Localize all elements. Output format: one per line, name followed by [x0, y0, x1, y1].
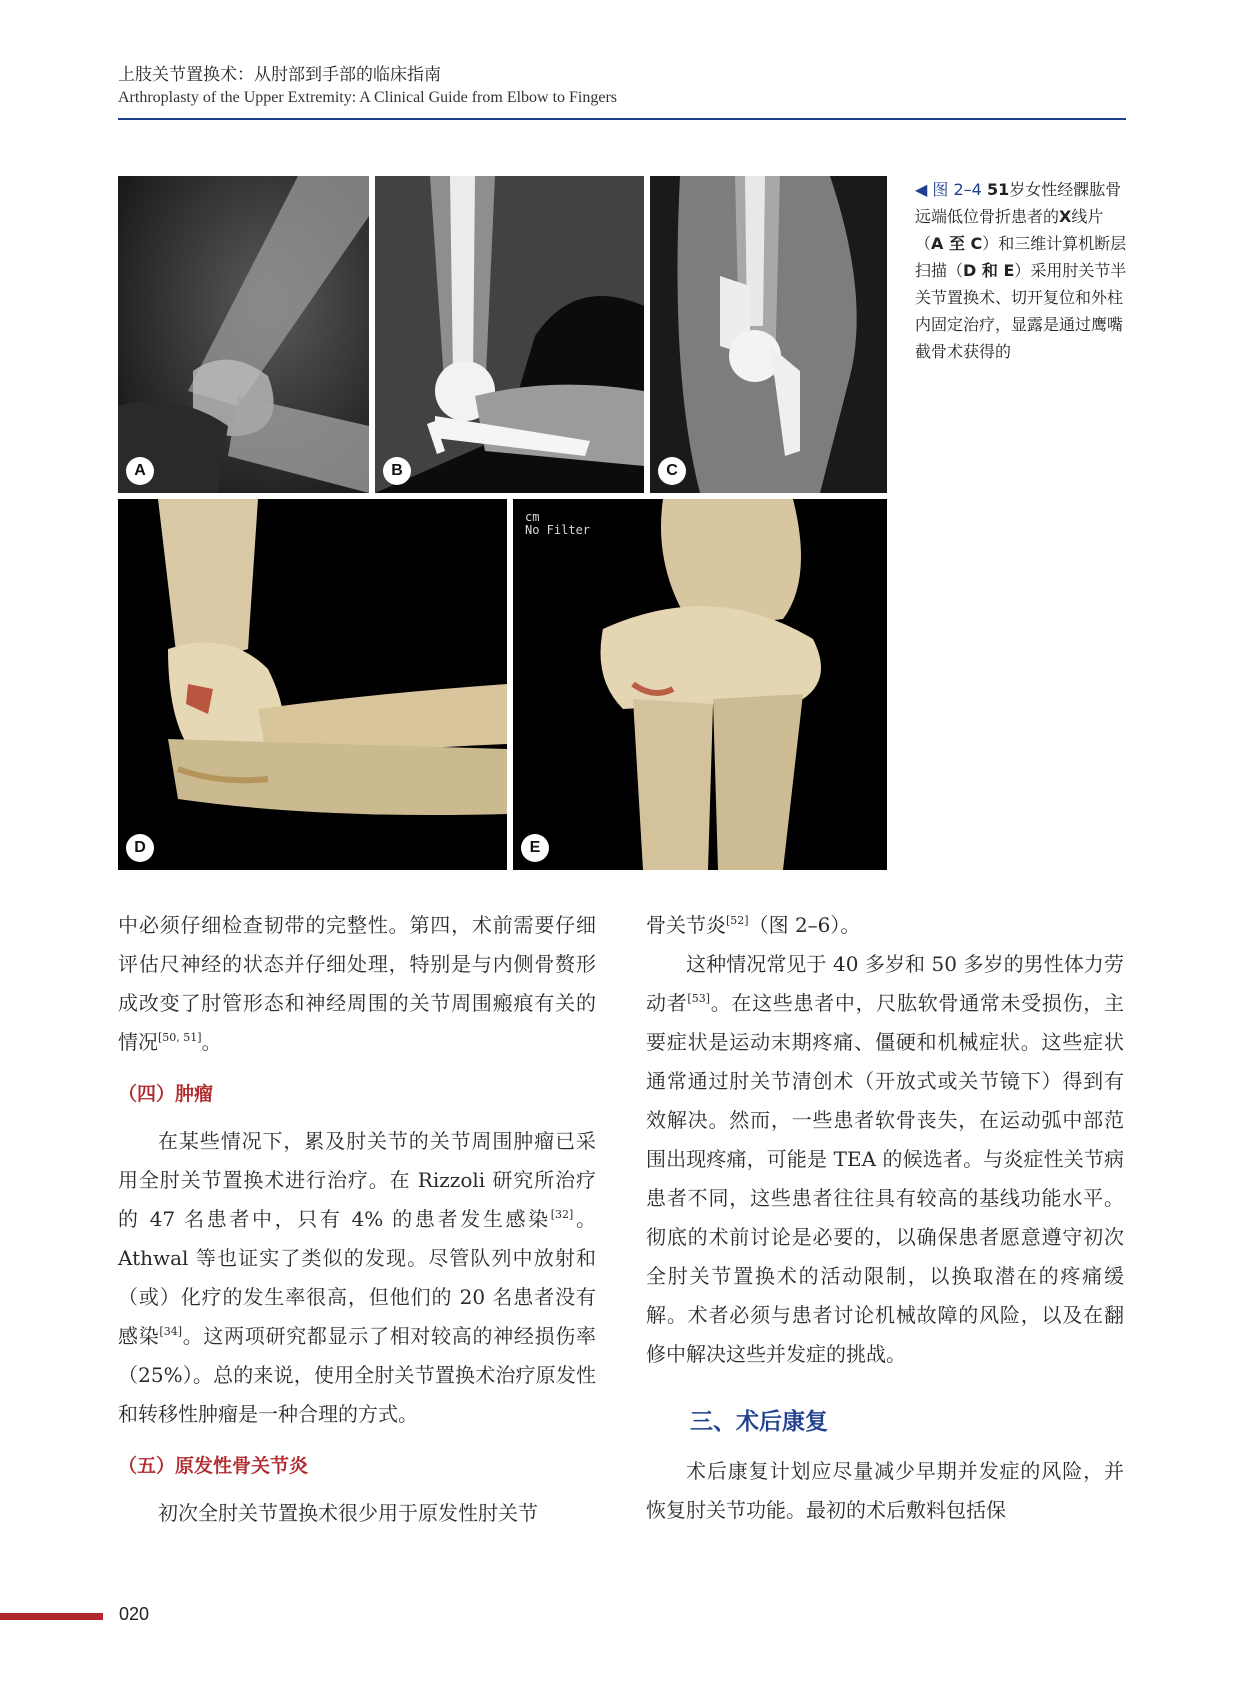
ct-overlay-text: cm No Filter — [525, 510, 591, 537]
caption-bold: X — [1059, 207, 1072, 226]
xray-panel-a — [118, 176, 369, 493]
xray-panel-b — [375, 176, 644, 493]
panel-label: D — [126, 834, 154, 862]
caption-figure-label: 图 2–4 — [932, 180, 982, 199]
panel-label: B — [383, 457, 411, 485]
header-rule — [118, 118, 1126, 120]
right-column — [646, 906, 1124, 1530]
figure-caption — [915, 176, 1127, 365]
paragraph: 初次全肘关节置换术很少用于原发性肘关节 — [158, 1501, 538, 1525]
section-heading: 三、术后康复 — [690, 1409, 828, 1435]
ct-panel-d — [118, 499, 507, 870]
caption-bold: D 和 E — [963, 261, 1015, 280]
page-number: 020 — [119, 1604, 150, 1624]
figure-2-4 — [118, 176, 887, 870]
xray-panel-c — [650, 176, 887, 493]
citation: [53] — [687, 992, 710, 1005]
caption-age: 51 — [986, 180, 1010, 199]
paragraph: 在某些情况下，累及肘关节的关节周围肿瘤已采用全肘关节置换术进行治疗。在 Rizzoli 研究所治疗的 47 名患者中，只有 4% 的患者发生感染[32]。Athwal 等也证实了类似的发现。尽管队列中放射和（或）化疗的发生率很高，但他们的 20 名患者没有感染[34]。这两项研究都显示了相对较高的神经损伤率（25%）。总的来说，使用全肘关节置换术治疗原发性和转移性肿瘤是一种合理的方式。 — [118, 1129, 597, 1426]
running-title-cn: 上肢关节置换术：从肘部到手部的临床指南 — [118, 65, 441, 85]
subsection-heading: （五）原发性骨关节炎 — [118, 1455, 309, 1477]
citation: [52] — [726, 914, 749, 927]
caption-text: 岁女性经髁肱骨远端低位骨折患者的 — [915, 180, 1122, 226]
left-column — [118, 906, 596, 1533]
citation: [32] — [550, 1208, 574, 1221]
panel-label: A — [126, 457, 154, 485]
panel-label: E — [521, 834, 549, 862]
footer-accent-bar — [0, 1613, 103, 1620]
ct-panel-e — [513, 499, 887, 870]
citation: [34] — [159, 1325, 182, 1338]
caption-text: 线片（ — [915, 207, 1104, 253]
caption-text: ）采用肘关节半关节置换术、切开复位和外柱内固定治疗，显露是通过鹰嘴截骨术获得的 — [915, 261, 1127, 361]
caption-bold: A 至 C — [931, 234, 983, 253]
caption-marker-icon: ◀ — [915, 180, 928, 199]
caption-text: ）和三维计算机断层扫描（ — [915, 234, 1127, 280]
paragraph: 这种情况常见于 40 多岁和 50 多岁的男性体力劳动者[53]。在这些患者中，尺肱软骨通常未受损伤，主要症状是运动末期疼痛、僵硬和机械症状。这些症状通常通过肘关节清创术（开放式或关节镜下）得到有效解决。然而，一些患者软骨丧失，在运动弧中部范围出现疼痛，可能是 TEA 的候选者。与炎症性关节病患者不同，这些患者往往具有较高的基线功能水平。彻底的术前讨论是必要的，以确保患者愿意遵守初次全肘关节置换术的活动限制，以换取潜在的疼痛缓解。术者必须与患者讨论机械故障的风险，以及在翻修中解决这些并发症的挑战。 — [646, 952, 1125, 1366]
subsection-heading: （四）肿瘤 — [118, 1083, 214, 1105]
running-title-en: Arthroplasty of the Upper Extremity: A Clinical Guide from Elbow to Fingers — [118, 89, 618, 106]
paragraph: 术后康复计划应尽量减少早期并发症的风险，并恢复肘关节功能。最初的术后敷料包括保 — [646, 1459, 1124, 1522]
citation: [50, 51] — [158, 1031, 202, 1044]
panel-label: C — [658, 457, 686, 485]
paragraph: 骨关节炎[52]（图 2–6）。 — [646, 913, 861, 937]
paragraph: 中必须仔细检查韧带的完整性。第四，术前需要仔细评估尺神经的状态并仔细处理，特别是与内侧骨赘形成改变了肘管形态和神经周围的关节周围瘢痕有关的情况[50, 51]。 — [118, 913, 596, 1054]
